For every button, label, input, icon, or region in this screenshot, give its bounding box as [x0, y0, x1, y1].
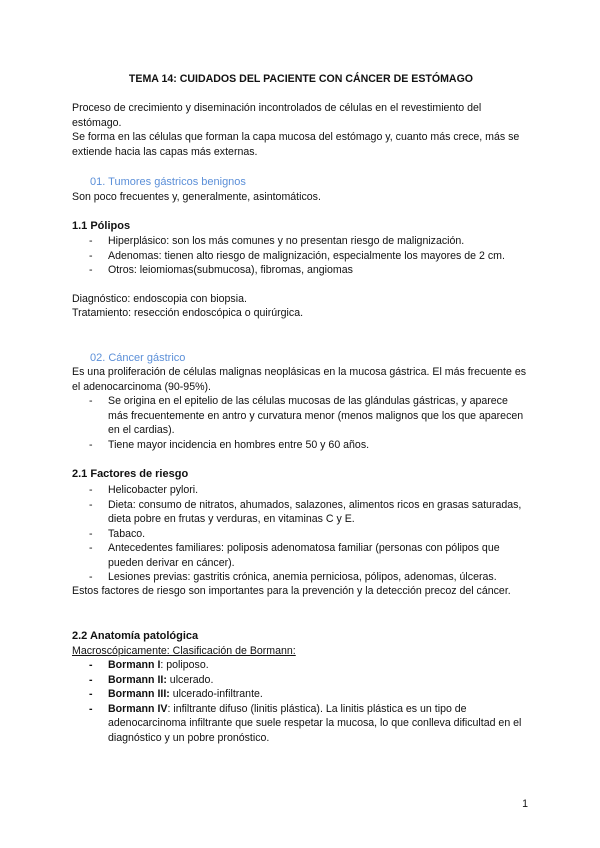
subsection-2-1-heading: 2.1 Factores de riesgo: [72, 468, 189, 480]
list-item: - Bormann II: ulcerado.: [89, 673, 214, 686]
page-title: TEMA 14: CUIDADOS DEL PACIENTE CON CÁNCER DE ESTÓMAGO: [128, 73, 474, 85]
factores-list: [72, 483, 530, 585]
section-2-text: Es una proliferación de células malignas neoplásicas en la mucosa gástrica. El más frecuente es el adenocarcinoma (90-95%).: [72, 366, 527, 393]
subsection-1-1-heading: 1.1 Pólipos: [72, 220, 131, 232]
list-item: - Lesiones previas: gastritis crónica, anemia perniciosa, pólipos, adenomas, úlceras.: [89, 571, 497, 583]
intro-paragraph-2: Se forma en las células que forman la capa mucosa del estómago y, cuanto más crece, más se extiende hacia las capas más externas.: [72, 131, 520, 158]
subsection-2-2-heading: 2.2 Anatomía patológica: [72, 630, 199, 642]
list-item: - Tiene mayor incidencia en hombres entre 50 y 60 años.: [89, 438, 370, 451]
list-item: - Bormann I: poliposo.: [89, 659, 209, 671]
dash: -: [89, 249, 93, 262]
dash: -: [89, 498, 93, 511]
dash: -: [89, 688, 93, 700]
macroscopic-label: Macroscópicamente: Clasificación de Bormann:: [72, 645, 296, 657]
list-item: - Bormann III: ulcerado-infiltrante.: [89, 688, 263, 700]
dash: -: [89, 542, 93, 554]
polipos-list: [72, 234, 530, 278]
dash: -: [89, 527, 93, 540]
bormann-list: [72, 658, 530, 745]
list-item: - Tabaco.: [89, 527, 146, 540]
cancer-list: [72, 394, 530, 452]
list-item: - Adenomas: tienen alto riesgo de malignización, especialmente los mayores de 2 cm.: [89, 249, 505, 262]
list-item: - Se origina en el epitelio de las células mucosas de las glándulas gástricas, y aparece más frecuentemente en antro y curvatura menor (menos malignos que los que aparecen en el cardias).: [89, 395, 524, 436]
dash: -: [89, 571, 93, 583]
section-2-heading: 02. Cáncer gástrico: [90, 352, 186, 364]
list-item: - Otros: leiomiomas(submucosa), fibromas, angiomas: [89, 264, 353, 276]
dash: -: [89, 673, 93, 686]
dash: -: [89, 659, 93, 671]
list-item: - Helicobacter pylori.: [89, 484, 199, 496]
list-item: - Dieta: consumo de nitratos, ahumados, salazones, alimentos ricos en grasas saturadas, dieta pobre en frutas y verduras, en vitaminas C y E.: [89, 498, 522, 525]
dash: -: [89, 438, 93, 451]
tratamiento-text: Tratamiento: resección endoscópica o quirúrgica.: [72, 307, 304, 319]
intro-paragraph-1: Proceso de crecimiento y diseminación incontrolados de células en el revestimiento del estómago.: [72, 102, 482, 129]
list-item: - Hiperplásico: son los más comunes y no presentan riesgo de malignización.: [89, 235, 465, 247]
list-item: - Bormann IV: infiltrante difuso (linitis plástica). La linitis plástica es un tipo de adenocarcinoma infiltrante que suele respetar la mucosa, lo que conlleva dificultad en el diagnóstico y un pobre pronóstico.: [89, 702, 522, 744]
dash: -: [89, 235, 93, 247]
dash: -: [89, 484, 93, 496]
dash: -: [89, 395, 93, 407]
dash: -: [89, 702, 93, 715]
list-item: - Antecedentes familiares: poliposis adenomatosa familiar (personas con pólipos que pueden derivar en cáncer).: [89, 542, 500, 569]
diagnostico-text: Diagnóstico: endoscopia con biopsia.: [72, 293, 247, 305]
section-1-heading: 01. Tumores gástricos benignos: [90, 176, 246, 188]
page-number: 1: [522, 798, 528, 810]
dash: -: [89, 264, 93, 276]
section-1-text: Son poco frecuentes y, generalmente, asintomáticos.: [72, 191, 321, 203]
factores-closing: Estos factores de riesgo son importantes para la prevención y la detección precoz del cáncer.: [72, 585, 511, 597]
